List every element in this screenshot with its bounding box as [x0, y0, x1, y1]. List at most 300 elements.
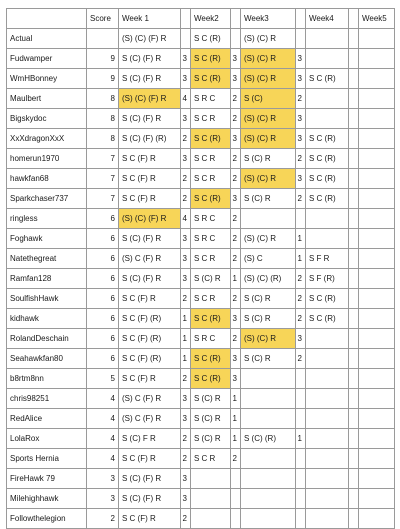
cell-week2-points[interactable]: 1 [231, 409, 241, 429]
cell-score[interactable]: 6 [87, 309, 119, 329]
cell-week2-picks[interactable]: S (C) R [191, 429, 231, 449]
cell-week4-picks[interactable] [306, 109, 349, 129]
cell-week1-picks[interactable]: S C (F) R [119, 369, 181, 389]
cell-name[interactable]: XxXdragonXxX [7, 129, 87, 149]
cell-week1-points[interactable]: 2 [181, 169, 191, 189]
cell-week2-points[interactable]: 2 [231, 89, 241, 109]
cell-name[interactable]: FireHawk 79 [7, 469, 87, 489]
cell-week1-points[interactable]: 3 [181, 69, 191, 89]
cell-week2-picks[interactable] [191, 509, 231, 529]
cell-name[interactable]: kidhawk [7, 309, 87, 329]
cell-week4-points[interactable] [349, 449, 359, 469]
cell-score[interactable]: 5 [87, 369, 119, 389]
cell-week1-points[interactable]: 3 [181, 269, 191, 289]
header-cell-week2-points[interactable] [231, 9, 241, 29]
cell-week4-picks[interactable] [306, 349, 349, 369]
cell-week3-picks[interactable]: S (C) [241, 89, 296, 109]
cell-week5-picks[interactable] [359, 29, 395, 49]
cell-score[interactable]: 9 [87, 49, 119, 69]
cell-week3-picks[interactable]: S (C) R [241, 149, 296, 169]
cell-week4-picks[interactable] [306, 449, 349, 469]
cell-week2-points[interactable]: 2 [231, 209, 241, 229]
cell-name[interactable]: Bigskydoc [7, 109, 87, 129]
cell-week1-points[interactable]: 2 [181, 189, 191, 209]
table-row [7, 309, 395, 329]
cell-week1-points[interactable]: 1 [181, 329, 191, 349]
cell-week3-picks[interactable]: (S) (C) R [241, 329, 296, 349]
cell-week4-picks[interactable] [306, 489, 349, 509]
cell-week4-picks[interactable] [306, 429, 349, 449]
cell-week2-points[interactable] [231, 469, 241, 489]
header-cell-score[interactable]: Score [87, 9, 119, 29]
cell-score[interactable]: 6 [87, 289, 119, 309]
cell-week2-picks[interactable]: S R C [191, 329, 231, 349]
cell-week3-picks[interactable] [241, 489, 296, 509]
cell-week2-picks[interactable]: S C R [191, 169, 231, 189]
cell-week3-points[interactable]: 3 [296, 69, 306, 89]
cell-week5-picks[interactable] [359, 149, 395, 169]
sheet-body [7, 9, 395, 529]
cell-week5-picks[interactable] [359, 369, 395, 389]
cell-name[interactable]: Natethegreat [7, 249, 87, 269]
cell-week5-picks[interactable] [359, 349, 395, 369]
cell-week1-points[interactable]: 2 [181, 369, 191, 389]
cell-week3-points[interactable]: 3 [296, 109, 306, 129]
cell-week3-points[interactable]: 1 [296, 229, 306, 249]
cell-week4-points[interactable] [349, 169, 359, 189]
cell-week2-points[interactable]: 2 [231, 249, 241, 269]
cell-week2-points[interactable]: 3 [231, 369, 241, 389]
cell-week3-picks[interactable] [241, 369, 296, 389]
cell-week2-picks[interactable]: S C (R) [191, 129, 231, 149]
cell-week2-picks[interactable]: S C (R) [191, 49, 231, 69]
cell-week2-picks[interactable]: S C R [191, 289, 231, 309]
cell-week3-picks[interactable]: (S) (C) R [241, 29, 296, 49]
cell-week3-points[interactable] [296, 509, 306, 529]
cell-name[interactable]: hawkfan68 [7, 169, 87, 189]
cell-week3-points[interactable]: 1 [296, 429, 306, 449]
cell-week4-points[interactable] [349, 229, 359, 249]
cell-week2-points[interactable]: 3 [231, 349, 241, 369]
table-row [7, 129, 395, 149]
cell-week3-points[interactable]: 2 [296, 189, 306, 209]
cell-week3-points[interactable]: 3 [296, 169, 306, 189]
cell-week3-points[interactable]: 2 [296, 89, 306, 109]
cell-score[interactable]: 7 [87, 169, 119, 189]
cell-week4-picks[interactable]: S C (R) [306, 289, 349, 309]
cell-week1-points[interactable]: 2 [181, 449, 191, 469]
cell-week3-picks[interactable] [241, 449, 296, 469]
cell-name[interactable]: RolandDeschain [7, 329, 87, 349]
cell-week3-picks[interactable] [241, 469, 296, 489]
cell-score[interactable]: 6 [87, 329, 119, 349]
cell-week5-picks[interactable] [359, 309, 395, 329]
cell-week3-picks[interactable]: (S) (C) R [241, 49, 296, 69]
header-cell-name[interactable] [7, 9, 87, 29]
cell-week3-picks[interactable] [241, 389, 296, 409]
cell-week2-points[interactable]: 2 [231, 289, 241, 309]
cell-week1-points[interactable]: 3 [181, 389, 191, 409]
cell-week2-picks[interactable]: S C R [191, 149, 231, 169]
cell-week2-points[interactable]: 3 [231, 49, 241, 69]
cell-week4-picks[interactable] [306, 469, 349, 489]
cell-week1-picks[interactable]: S (C) (F) R [119, 229, 181, 249]
cell-week2-points[interactable]: 2 [231, 329, 241, 349]
cell-week4-picks[interactable] [306, 49, 349, 69]
cell-week3-points[interactable]: 3 [296, 49, 306, 69]
cell-week3-picks[interactable]: (S) (C) R [241, 229, 296, 249]
cell-week1-points[interactable]: 3 [181, 49, 191, 69]
header-cell-week4-points[interactable] [349, 9, 359, 29]
cell-name[interactable]: Fudwamper [7, 49, 87, 69]
cell-week1-picks[interactable]: S (C) (F) R [119, 269, 181, 289]
cell-week1-points[interactable] [181, 29, 191, 49]
cell-name[interactable]: homerun1970 [7, 149, 87, 169]
cell-week4-points[interactable] [349, 129, 359, 149]
cell-week4-points[interactable] [349, 69, 359, 89]
cell-week4-picks[interactable]: S F (R) [306, 269, 349, 289]
cell-week4-points[interactable] [349, 109, 359, 129]
cell-week4-points[interactable] [349, 469, 359, 489]
cell-week3-points[interactable]: 3 [296, 329, 306, 349]
cell-score[interactable]: 8 [87, 109, 119, 129]
cell-week2-points[interactable]: 2 [231, 149, 241, 169]
table-row [7, 69, 395, 89]
cell-week5-picks[interactable] [359, 329, 395, 349]
cell-week2-points[interactable]: 3 [231, 129, 241, 149]
cell-week4-points[interactable] [349, 489, 359, 509]
cell-week1-picks[interactable]: (S) C (F) R [119, 249, 181, 269]
cell-week4-picks[interactable] [306, 389, 349, 409]
cell-week2-points[interactable]: 1 [231, 269, 241, 289]
cell-score[interactable]: 6 [87, 249, 119, 269]
cell-week2-points[interactable]: 1 [231, 429, 241, 449]
cell-name[interactable]: Foghawk [7, 229, 87, 249]
cell-week3-points[interactable]: 2 [296, 149, 306, 169]
cell-week1-points[interactable]: 4 [181, 89, 191, 109]
cell-week1-points[interactable]: 3 [181, 149, 191, 169]
cell-week2-points[interactable] [231, 489, 241, 509]
cell-week3-picks[interactable]: (S) (C) (R) [241, 269, 296, 289]
cell-week4-picks[interactable] [306, 29, 349, 49]
table-row [7, 429, 395, 449]
cell-week3-points[interactable] [296, 369, 306, 389]
cell-week5-picks[interactable] [359, 429, 395, 449]
cell-week4-points[interactable] [349, 29, 359, 49]
table-row [7, 509, 395, 529]
cell-week1-picks[interactable]: S C (F) R [119, 169, 181, 189]
header-cell-week5-picks[interactable]: Week5 [359, 9, 395, 29]
cell-week1-points[interactable]: 3 [181, 489, 191, 509]
cell-week2-points[interactable]: 3 [231, 69, 241, 89]
cell-week5-picks[interactable] [359, 269, 395, 289]
cell-week1-picks[interactable]: S (C) F R [119, 429, 181, 449]
cell-week1-picks[interactable]: S (C) (F) R [119, 489, 181, 509]
cell-week4-points[interactable] [349, 89, 359, 109]
cell-week1-points[interactable]: 4 [181, 209, 191, 229]
cell-week3-picks[interactable]: S (C) R [241, 289, 296, 309]
cell-week4-points[interactable] [349, 349, 359, 369]
cell-week3-picks[interactable]: (S) (C) R [241, 109, 296, 129]
cell-name[interactable]: Followthelegion [7, 509, 87, 529]
cell-week5-picks[interactable] [359, 69, 395, 89]
cell-week1-points[interactable]: 3 [181, 469, 191, 489]
cell-week2-picks[interactable]: S R C [191, 209, 231, 229]
cell-name[interactable]: RedAlice [7, 409, 87, 429]
cell-week1-points[interactable]: 2 [181, 289, 191, 309]
cell-week3-points[interactable]: 2 [296, 269, 306, 289]
header-cell-week1-points[interactable] [181, 9, 191, 29]
cell-week4-points[interactable] [349, 49, 359, 69]
cell-name[interactable]: Seahawkfan80 [7, 349, 87, 369]
cell-week4-points[interactable] [349, 329, 359, 349]
cell-week4-points[interactable] [349, 289, 359, 309]
cell-week3-picks[interactable]: S (C) R [241, 349, 296, 369]
cell-week1-picks[interactable]: S (C) (F) R [119, 69, 181, 89]
cell-week3-points[interactable]: 1 [296, 249, 306, 269]
header-cell-week4-picks[interactable]: Week4 [306, 9, 349, 29]
cell-week1-picks[interactable]: S (C) (F) R [119, 49, 181, 69]
cell-score[interactable]: 9 [87, 69, 119, 89]
cell-week3-points[interactable]: 3 [296, 129, 306, 149]
cell-week2-points[interactable]: 3 [231, 189, 241, 209]
header-cell-week2-picks[interactable]: Week2 [191, 9, 231, 29]
cell-name[interactable]: SoulfishHawk [7, 289, 87, 309]
cell-week5-picks[interactable] [359, 509, 395, 529]
cell-week2-picks[interactable]: S C (R) [191, 349, 231, 369]
cell-week4-picks[interactable]: S C (R) [306, 69, 349, 89]
cell-week2-picks[interactable]: S C (R) [191, 29, 231, 49]
cell-week1-picks[interactable]: S C (F) (R) [119, 309, 181, 329]
cell-week4-points[interactable] [349, 429, 359, 449]
cell-week4-points[interactable] [349, 149, 359, 169]
cell-week1-points[interactable]: 3 [181, 229, 191, 249]
cell-week1-points[interactable]: 1 [181, 349, 191, 369]
cell-week2-picks[interactable]: S (C) R [191, 409, 231, 429]
cell-week1-points[interactable]: 1 [181, 309, 191, 329]
cell-name[interactable]: Sparkchaser737 [7, 189, 87, 209]
cell-week2-points[interactable]: 1 [231, 389, 241, 409]
cell-week4-picks[interactable] [306, 229, 349, 249]
cell-week4-points[interactable] [349, 269, 359, 289]
cell-week4-points[interactable] [349, 249, 359, 269]
cell-week3-picks[interactable] [241, 509, 296, 529]
cell-week5-picks[interactable] [359, 229, 395, 249]
cell-week2-picks[interactable]: S (C) R [191, 269, 231, 289]
header-row [7, 9, 395, 29]
cell-name[interactable]: WmHBonney [7, 69, 87, 89]
cell-week1-picks[interactable]: S (C) (F) R [119, 109, 181, 129]
cell-week2-picks[interactable]: S C R [191, 249, 231, 269]
cell-week3-points[interactable] [296, 489, 306, 509]
cell-week1-picks[interactable]: S (C) (F) R [119, 469, 181, 489]
cell-week1-picks[interactable]: (S) (C) (F) R [119, 209, 181, 229]
cell-week3-points[interactable] [296, 409, 306, 429]
cell-name[interactable]: LolaRox [7, 429, 87, 449]
cell-week4-picks[interactable] [306, 509, 349, 529]
cell-score[interactable]: 6 [87, 209, 119, 229]
cell-week4-points[interactable] [349, 509, 359, 529]
table-row [7, 189, 395, 209]
cell-week2-points[interactable]: 3 [231, 309, 241, 329]
cell-week1-picks[interactable]: (S) C (F) R [119, 389, 181, 409]
cell-week5-picks[interactable] [359, 389, 395, 409]
cell-name[interactable]: Sports Hernia [7, 449, 87, 469]
cell-week4-picks[interactable]: S C (R) [306, 189, 349, 209]
cell-score[interactable]: 6 [87, 229, 119, 249]
cell-week5-picks[interactable] [359, 449, 395, 469]
cell-week1-picks[interactable]: S C (F) (R) [119, 349, 181, 369]
cell-week4-picks[interactable]: S C (R) [306, 149, 349, 169]
cell-week4-picks[interactable] [306, 369, 349, 389]
cell-week5-picks[interactable] [359, 109, 395, 129]
cell-score[interactable]: 4 [87, 429, 119, 449]
cell-week3-points[interactable]: 2 [296, 349, 306, 369]
cell-week1-points[interactable]: 3 [181, 109, 191, 129]
cell-week4-picks[interactable] [306, 209, 349, 229]
cell-week5-picks[interactable] [359, 49, 395, 69]
cell-score[interactable]: 4 [87, 449, 119, 469]
cell-week2-points[interactable]: 2 [231, 449, 241, 469]
cell-score[interactable]: 2 [87, 509, 119, 529]
cell-week3-picks[interactable]: (S) (C) R [241, 129, 296, 149]
cell-week3-picks[interactable]: S (C) R [241, 189, 296, 209]
cell-week3-points[interactable]: 2 [296, 309, 306, 329]
cell-week4-picks[interactable]: S C (R) [306, 169, 349, 189]
cell-score[interactable]: 3 [87, 489, 119, 509]
cell-name[interactable]: Maulbert [7, 89, 87, 109]
cell-week1-picks[interactable]: (S) C (F) R [119, 409, 181, 429]
cell-score[interactable]: 6 [87, 269, 119, 289]
table-row [7, 489, 395, 509]
cell-week2-picks[interactable]: S C (R) [191, 69, 231, 89]
cell-name[interactable]: Milehighhawk [7, 489, 87, 509]
table-row [7, 449, 395, 469]
table-row [7, 169, 395, 189]
cell-week3-picks[interactable]: (S) C [241, 249, 296, 269]
cell-week4-points[interactable] [349, 409, 359, 429]
cell-week2-points[interactable]: 2 [231, 109, 241, 129]
cell-week4-picks[interactable] [306, 89, 349, 109]
cell-name[interactable]: Actual [7, 29, 87, 49]
cell-week3-picks[interactable] [241, 209, 296, 229]
cell-week1-picks[interactable]: S (C) (F) (R) [119, 129, 181, 149]
cell-week1-points[interactable]: 3 [181, 409, 191, 429]
cell-score[interactable]: 7 [87, 189, 119, 209]
cell-week1-picks[interactable]: S C (F) R [119, 449, 181, 469]
spreadsheet-table [6, 8, 395, 529]
cell-week1-picks[interactable]: (S) (C) (F) R [119, 89, 181, 109]
header-cell-week1-picks[interactable]: Week 1 [119, 9, 181, 29]
cell-week5-picks[interactable] [359, 129, 395, 149]
cell-week2-picks[interactable]: S (C) R [191, 389, 231, 409]
cell-week2-picks[interactable] [191, 469, 231, 489]
table-row [7, 349, 395, 369]
cell-week1-picks[interactable]: S C (F) R [119, 149, 181, 169]
cell-week5-picks[interactable] [359, 289, 395, 309]
cell-week4-picks[interactable]: S C (R) [306, 129, 349, 149]
cell-week3-picks[interactable]: (S) (C) R [241, 169, 296, 189]
cell-week5-picks[interactable] [359, 489, 395, 509]
cell-week3-picks[interactable] [241, 409, 296, 429]
cell-score[interactable]: 7 [87, 149, 119, 169]
cell-week1-picks[interactable]: (S) (C) (F) R [119, 29, 181, 49]
cell-score[interactable]: 8 [87, 129, 119, 149]
cell-week5-picks[interactable] [359, 209, 395, 229]
cell-week4-picks[interactable] [306, 329, 349, 349]
cell-week3-points[interactable] [296, 389, 306, 409]
cell-name[interactable]: b8rtm8nn [7, 369, 87, 389]
cell-week2-points[interactable] [231, 509, 241, 529]
cell-week1-points[interactable]: 2 [181, 509, 191, 529]
cell-week4-picks[interactable]: S F R [306, 249, 349, 269]
cell-week3-picks[interactable]: (S) (C) R [241, 69, 296, 89]
cell-score[interactable]: 4 [87, 409, 119, 429]
cell-week1-picks[interactable]: S C (F) R [119, 289, 181, 309]
cell-week4-picks[interactable] [306, 409, 349, 429]
cell-week4-points[interactable] [349, 189, 359, 209]
header-cell-week3-points[interactable] [296, 9, 306, 29]
cell-week4-points[interactable] [349, 209, 359, 229]
cell-score[interactable]: 3 [87, 469, 119, 489]
cell-week2-picks[interactable] [191, 489, 231, 509]
cell-week1-points[interactable]: 2 [181, 129, 191, 149]
cell-week3-picks[interactable]: S (C) R [241, 309, 296, 329]
cell-week1-picks[interactable]: S C (F) R [119, 189, 181, 209]
cell-week3-points[interactable] [296, 29, 306, 49]
cell-score[interactable] [87, 29, 119, 49]
cell-week5-picks[interactable] [359, 249, 395, 269]
cell-score[interactable]: 8 [87, 89, 119, 109]
cell-week2-points[interactable]: 2 [231, 229, 241, 249]
cell-week4-points[interactable] [349, 369, 359, 389]
cell-week2-picks[interactable]: S C (R) [191, 309, 231, 329]
cell-name[interactable]: ringless [7, 209, 87, 229]
header-cell-week3-picks[interactable]: Week3 [241, 9, 296, 29]
cell-score[interactable]: 4 [87, 389, 119, 409]
cell-week5-picks[interactable] [359, 469, 395, 489]
cell-week2-picks[interactable]: S R C [191, 229, 231, 249]
cell-week2-points[interactable]: 2 [231, 169, 241, 189]
cell-week4-picks[interactable]: S C (R) [306, 309, 349, 329]
cell-week5-picks[interactable] [359, 409, 395, 429]
cell-week4-points[interactable] [349, 309, 359, 329]
cell-week1-picks[interactable]: S C (F) R [119, 509, 181, 529]
cell-week4-points[interactable] [349, 389, 359, 409]
cell-week2-picks[interactable]: S C (R) [191, 369, 231, 389]
cell-week2-picks[interactable]: S R C [191, 89, 231, 109]
cell-week1-points[interactable]: 2 [181, 429, 191, 449]
cell-week3-points[interactable] [296, 449, 306, 469]
cell-week2-picks[interactable]: S C (R) [191, 189, 231, 209]
cell-week2-points[interactable] [231, 29, 241, 49]
cell-week2-picks[interactable]: S C R [191, 109, 231, 129]
cell-week5-picks[interactable] [359, 89, 395, 109]
cell-week5-picks[interactable] [359, 169, 395, 189]
cell-week2-picks[interactable]: S C R [191, 449, 231, 469]
cell-week1-picks[interactable]: S C (F) (R) [119, 329, 181, 349]
table-row [7, 149, 395, 169]
cell-name[interactable]: Ramfan128 [7, 269, 87, 289]
cell-week3-points[interactable] [296, 209, 306, 229]
cell-name[interactable]: chris98251 [7, 389, 87, 409]
cell-week3-points[interactable] [296, 469, 306, 489]
cell-week1-points[interactable]: 3 [181, 249, 191, 269]
cell-score[interactable]: 6 [87, 349, 119, 369]
cell-week5-picks[interactable] [359, 189, 395, 209]
cell-week3-picks[interactable]: S (C) (R) [241, 429, 296, 449]
cell-week3-points[interactable]: 2 [296, 289, 306, 309]
